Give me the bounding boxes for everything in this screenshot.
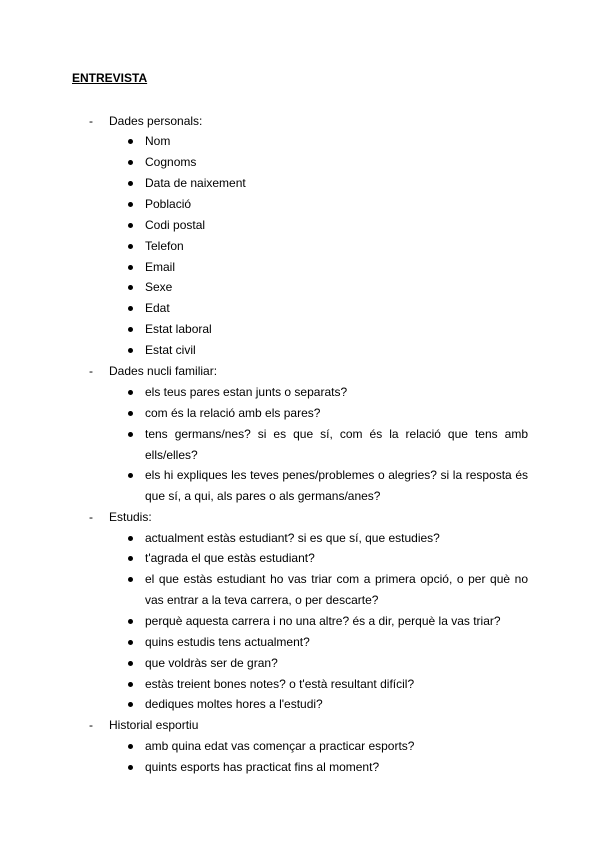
bullet-icon <box>128 661 133 666</box>
list-item-text: Cognoms <box>145 155 197 169</box>
list-item-text: amb quina edat vas començar a practicar esports? <box>145 739 415 753</box>
list-item-text: com és la relació amb els pares? <box>145 406 321 420</box>
section-label: Historial esportiu <box>109 718 199 732</box>
list-item-text: el que estàs estudiant ho vas triar com a primera opció, o per què no vas entrar a la teva carrera, o per descarte? <box>145 572 528 607</box>
bullet-icon <box>128 223 133 228</box>
list-item-text: actualment estàs estudiant? si es que sí, que estudies? <box>145 531 440 545</box>
bullet-icon <box>128 682 133 687</box>
bullet-icon <box>128 619 133 624</box>
list-item-text: Edat <box>145 301 170 315</box>
bullet-icon <box>128 702 133 707</box>
bullet-icon <box>128 411 133 416</box>
bullet-icon <box>128 744 133 749</box>
bullet-icon <box>128 285 133 290</box>
bullet-icon <box>128 473 133 478</box>
list-item-text: Email <box>145 260 176 274</box>
list-item-text: estàs treient bones notes? o t'està resultant difícil? <box>145 677 415 691</box>
section-label: Dades nucli familiar: <box>109 364 218 378</box>
dash-marker: - <box>89 114 93 128</box>
list-item-text: Telefon <box>145 239 184 253</box>
bullet-icon <box>128 327 133 332</box>
list-item-text: Sexe <box>145 280 173 294</box>
bullet-icon <box>128 244 133 249</box>
list-item-text: Nom <box>145 134 171 148</box>
bullet-icon <box>128 432 133 437</box>
list-item-text: Codi postal <box>145 218 206 232</box>
list-item-text: t'agrada el que estàs estudiant? <box>145 551 315 565</box>
document-title: ENTREVISTA <box>72 71 148 85</box>
bullet-icon <box>128 160 133 165</box>
section-label: Estudis: <box>109 510 152 524</box>
bullet-icon <box>128 202 133 207</box>
dash-marker: - <box>89 364 93 378</box>
dash-marker: - <box>89 510 93 524</box>
list-item-text: Data de naixement <box>145 176 246 190</box>
list-item-text: tens germans/nes? si es que sí, com és la relació que tens amb ells/elles? <box>145 427 528 462</box>
list-item-text: quints esports has practicat fins al moment? <box>145 760 380 774</box>
bullet-icon <box>128 390 133 395</box>
list-item-text: que voldràs ser de gran? <box>145 656 278 670</box>
bullet-icon <box>128 536 133 541</box>
bullet-icon <box>128 577 133 582</box>
list-item-text: Estat civil <box>145 343 196 357</box>
bullet-icon <box>128 181 133 186</box>
bullet-icon <box>128 640 133 645</box>
dash-marker: - <box>89 718 93 732</box>
bullet-icon <box>128 306 133 311</box>
list-item-text: Estat laboral <box>145 322 212 336</box>
bullet-icon <box>128 265 133 270</box>
bullet-icon <box>128 765 133 770</box>
bullet-icon <box>128 139 133 144</box>
list-item-text: quins estudis tens actualment? <box>145 635 310 649</box>
bullet-icon <box>128 556 133 561</box>
list-item-text: els teus pares estan junts o separats? <box>145 385 348 399</box>
bullet-icon <box>128 348 133 353</box>
list-item-text: Població <box>145 197 192 211</box>
list-item-text: els hi expliques les teves penes/problemes o alegries? si la resposta és que sí, a qui, als pares o als germans/anes? <box>145 468 528 503</box>
list-item-text: perquè aquesta carrera i no una altre? és a dir, perquè la vas triar? <box>145 614 501 628</box>
list-item-text: dediques moltes hores a l'estudi? <box>145 697 323 711</box>
section-label: Dades personals: <box>109 114 203 128</box>
